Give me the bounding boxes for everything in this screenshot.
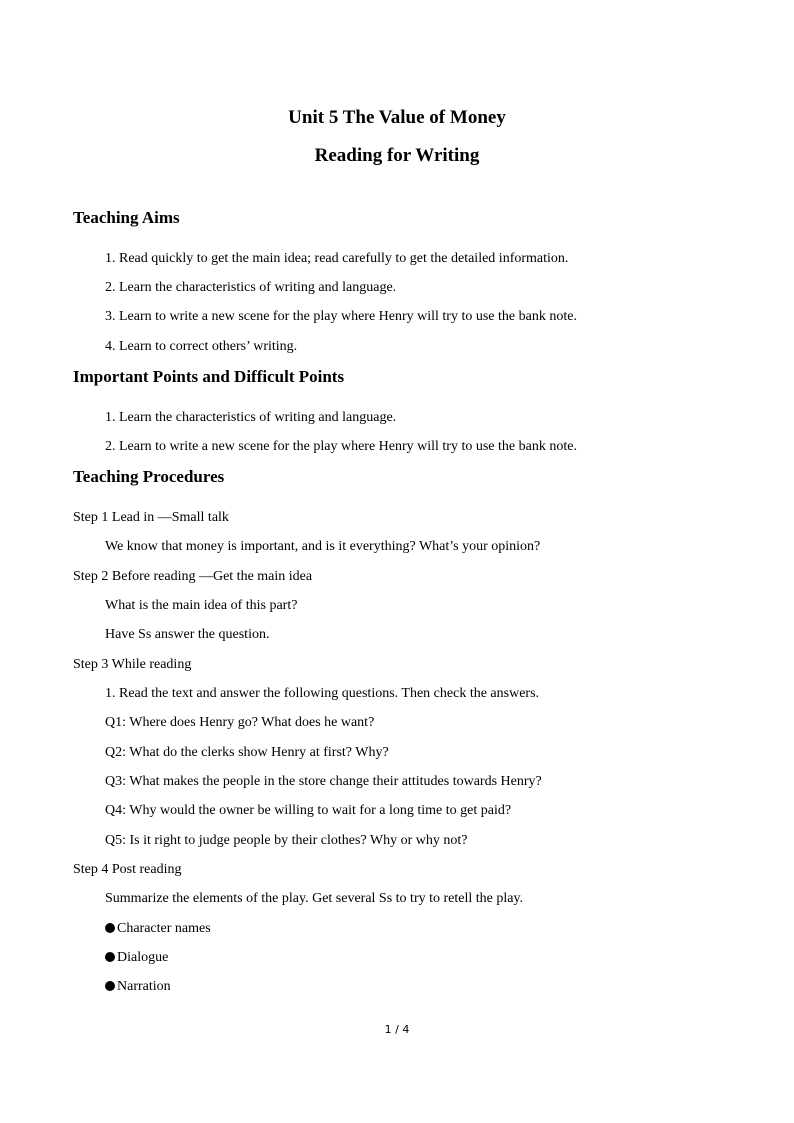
step-3-question: Q1: Where does Henry go? What does he want? <box>105 715 375 730</box>
step-2-line: What is the main idea of this part? <box>105 598 298 613</box>
bullet-label: Character names <box>117 921 211 936</box>
lesson-title: Reading for Writing <box>314 145 480 166</box>
teaching-procedures-heading: Teaching Procedures <box>73 467 225 486</box>
point-item: 2. Learn to write a new scene for the play where Henry will try to use the bank note. <box>105 439 577 454</box>
aim-item: 2. Learn the characteristics of writing and language. <box>105 280 397 295</box>
step-1-text: We know that money is important, and is it everything? What’s your opinion? <box>105 539 541 554</box>
bullet-item <box>105 949 168 967</box>
page-number: 1 / 4 <box>384 1023 410 1036</box>
important-points-heading: Important Points and Difficult Points <box>73 367 345 386</box>
step-4-text: Summarize the elements of the play. Get several Ss to try to retell the play. <box>105 891 524 906</box>
step-4-title: Step 4 Post reading <box>73 862 182 877</box>
step-1-title: Step 1 Lead in —Small talk <box>73 510 229 525</box>
bullet-label: Dialogue <box>117 950 169 965</box>
step-3-question: Q2: What do the clerks show Henry at first? Why? <box>105 745 389 760</box>
bullet-item <box>105 920 211 938</box>
step-3-question: Q3: What makes the people in the store change their attitudes towards Henry? <box>105 774 542 789</box>
bullet-dot-icon <box>105 952 115 962</box>
step-3-question: Q4: Why would the owner be willing to wait for a long time to get paid? <box>105 803 512 818</box>
step-2-title: Step 2 Before reading —Get the main idea <box>73 569 313 584</box>
point-item: 1. Learn the characteristics of writing and language. <box>105 410 397 425</box>
aim-item: 3. Learn to write a new scene for the play where Henry will try to use the bank note. <box>105 309 577 324</box>
bullet-dot-icon <box>105 923 115 933</box>
aim-item: 1. Read quickly to get the main idea; read carefully to get the detailed information. <box>105 251 569 266</box>
bullet-dot-icon <box>105 981 115 991</box>
unit-title: Unit 5 The Value of Money <box>288 107 506 128</box>
step-2-line: Have Ss answer the question. <box>105 627 270 642</box>
step-3-title: Step 3 While reading <box>73 657 192 672</box>
step-3-line: 1. Read the text and answer the following questions. Then check the answers. <box>105 686 540 701</box>
teaching-aims-heading: Teaching Aims <box>73 208 180 227</box>
bullet-label: Narration <box>117 979 171 994</box>
aim-item: 4. Learn to correct others’ writing. <box>105 339 298 354</box>
step-3-question: Q5: Is it right to judge people by their clothes? Why or why not? <box>105 833 468 848</box>
bullet-item <box>105 978 171 996</box>
